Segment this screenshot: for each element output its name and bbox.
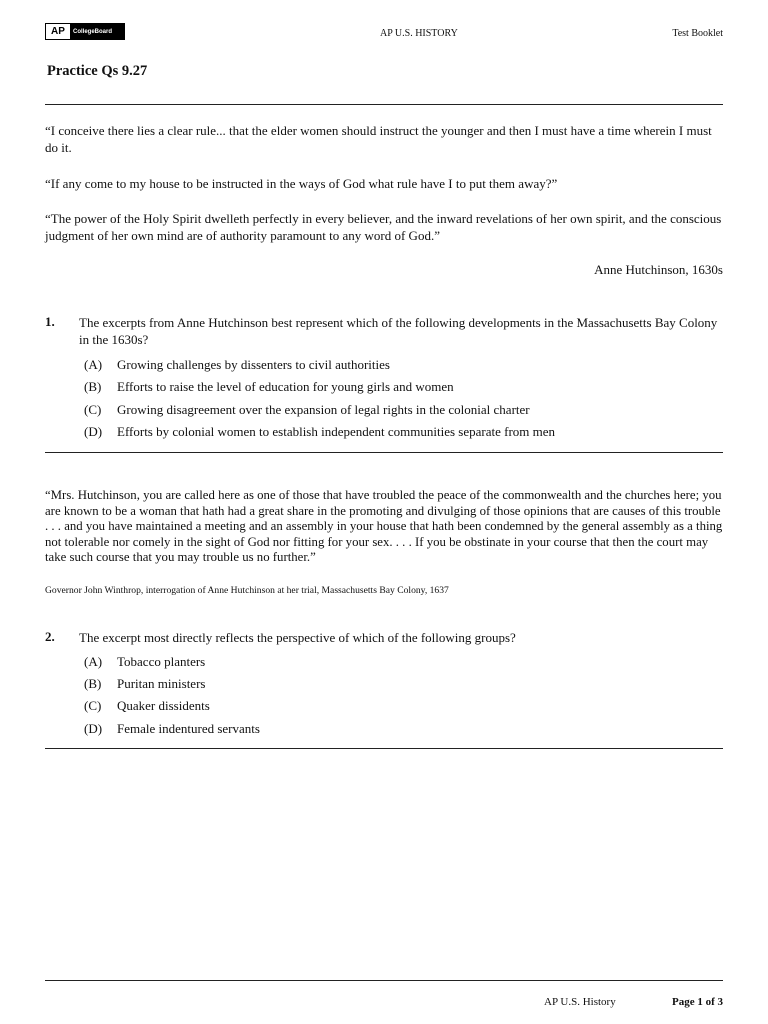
q2-option-b[interactable] <box>84 676 205 692</box>
divider <box>45 748 723 749</box>
q1-option-b[interactable] <box>84 379 454 395</box>
divider <box>45 104 723 105</box>
footer-page-number: Page 1 of 3 <box>671 996 723 1008</box>
footer-divider <box>45 980 723 981</box>
option-letter: (C) <box>84 698 102 713</box>
q1-option-d[interactable] <box>84 424 555 440</box>
option-text: Tobacco planters <box>117 654 206 669</box>
option-text: Efforts to raise the level of education for young girls and women <box>117 379 454 394</box>
q1-text: The excerpts from Anne Hutchinson best represent which of the following developments in the Massachusetts Bay Colony in the 1630s? <box>79 315 718 347</box>
page-title: Practice Qs 9.27 <box>47 63 148 79</box>
q2-option-c[interactable] <box>84 698 210 714</box>
option-text: Female indentured servants <box>117 721 260 736</box>
q2-text: The excerpt most directly reflects the perspective of which of the following groups? <box>79 630 516 645</box>
option-text: Growing challenges by dissenters to civil authorities <box>117 357 390 372</box>
logo-ap-text: AP <box>46 24 70 39</box>
header-booklet: Test Booklet <box>672 28 723 39</box>
option-letter: (D) <box>84 424 103 439</box>
q1-option-c[interactable] <box>84 402 530 418</box>
option-text: Puritan ministers <box>117 676 206 691</box>
passage2-quote: “Mrs. Hutchinson, you are called here as one of those that have troubled the peace of the commonwealth and the churches here; you are known to be a woman that hath had a great share in the promoting and divulging of those opinions that are causes of this trouble . . . and you have maintained a meeting and an assembly in your house that hath been condemned by the general assembly as a thing not tolerable nor comely in the sight of God nor fitting for your sex. . . . If you be obstinate in your course that then the court may take such course that you may trouble us no further.” <box>45 488 723 565</box>
option-letter: (B) <box>84 676 102 691</box>
logo-collegeboard-text: CollegeBoard <box>70 24 124 39</box>
q2-option-d[interactable] <box>84 721 260 737</box>
passage1-quote-3: “The power of the Holy Spirit dwelleth perfectly in every believer, and the inward revelations of her own spirit, and the conscious judgment of her own mind are of authority paramount to any word of God.” <box>45 211 722 243</box>
passage1-quote-1: “I conceive there lies a clear rule... that the elder women should instruct the younger and then I must have a time wherein I must do it. <box>45 123 712 155</box>
option-letter: (A) <box>84 654 103 669</box>
option-letter: (B) <box>84 379 102 394</box>
ap-college-board-logo <box>45 23 125 40</box>
divider <box>45 452 723 453</box>
option-letter: (D) <box>84 721 103 736</box>
q2-option-a[interactable] <box>84 654 205 670</box>
footer-course: AP U.S. History <box>544 996 616 1008</box>
passage1-attribution: Anne Hutchinson, 1630s <box>594 262 723 277</box>
option-letter: (A) <box>84 357 103 372</box>
passage1-quote-2: “If any come to my house to be instructed in the ways of God what rule have I to put them away?” <box>45 176 558 191</box>
q2-number: 2. <box>45 629 55 644</box>
option-text: Quaker dissidents <box>117 698 210 713</box>
q1-number: 1. <box>45 314 55 329</box>
q1-option-a[interactable] <box>84 357 390 373</box>
option-text: Growing disagreement over the expansion of legal rights in the colonial charter <box>117 402 530 417</box>
option-text: Efforts by colonial women to establish independent communities separate from men <box>117 424 556 439</box>
header-course: AP U.S. HISTORY <box>380 28 458 39</box>
option-letter: (C) <box>84 402 102 417</box>
passage2-source: Governor John Winthrop, interrogation of Anne Hutchinson at her trial, Massachusetts Bay Colony, 1637 <box>45 585 449 596</box>
